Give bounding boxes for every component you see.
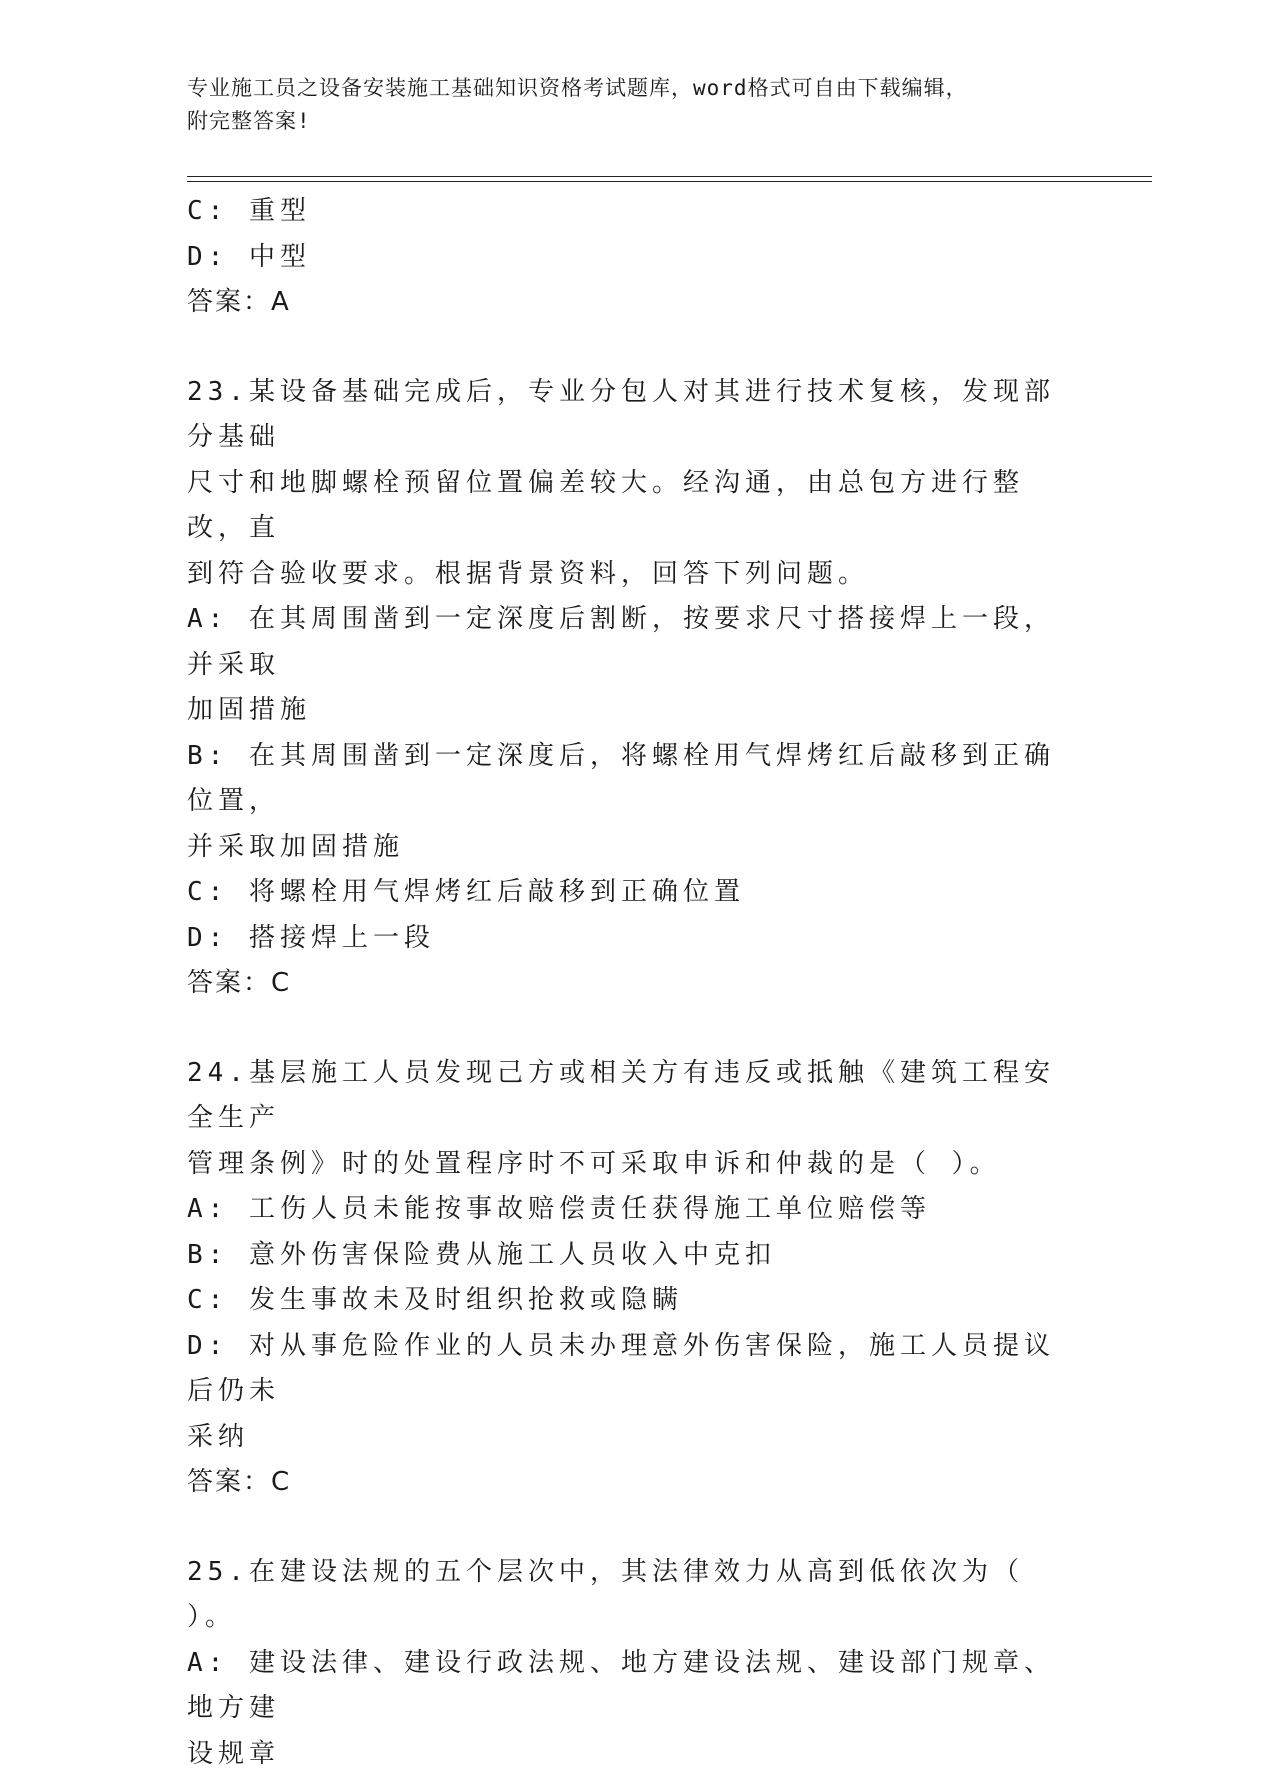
option-b: 并采取加固措施: [187, 825, 1077, 871]
document-body: [187, 189, 1077, 1777]
option-b: B: 在其周围凿到一定深度后，将螺栓用气焊烤红后敲移到正确位置，: [187, 734, 1077, 825]
option-d: D: 搭接焊上一段: [187, 916, 1077, 962]
option-d: D: 中型: [187, 235, 1077, 281]
question-stem: 23.某设备基础完成后，专业分包人对其进行技术复核，发现部分基础: [187, 370, 1077, 461]
option-a: A: 建设法律、建设行政法规、地方建设法规、建设部门规章、地方建: [187, 1641, 1077, 1732]
question-stem: 管理条例》时的处置程序时不可采取申诉和仲裁的是（ ）。: [187, 1142, 1077, 1188]
question-stem: 到符合验收要求。根据背景资料，回答下列问题。: [187, 552, 1077, 598]
question-25: [187, 1550, 1077, 1777]
spacer: [187, 326, 1077, 370]
option-b: B: 意外伤害保险费从施工人员收入中克扣: [187, 1233, 1077, 1279]
answer-line: 答案：A: [187, 280, 1077, 326]
option-d: D: 对从事危险作业的人员未办理意外伤害保险，施工人员提议后仍未: [187, 1324, 1077, 1415]
question-24: [187, 1051, 1077, 1506]
document-header: [187, 72, 1067, 138]
spacer: [187, 1007, 1077, 1051]
header-title-line-1: 专业施工员之设备安装施工基础知识资格考试题库，word格式可自由下载编辑，: [187, 72, 1067, 105]
header-divider-bottom: [187, 181, 1152, 182]
option-c: C: 重型: [187, 189, 1077, 235]
option-a: 加固措施: [187, 688, 1077, 734]
answer-line: 答案：C: [187, 1460, 1077, 1506]
option-a: 设规章: [187, 1732, 1077, 1777]
question-stem: 25.在建设法规的五个层次中，其法律效力从高到低依次为（ ）。: [187, 1550, 1077, 1641]
option-a: A: 工伤人员未能按事故赔偿责任获得施工单位赔偿等: [187, 1187, 1077, 1233]
question-stem: 24.基层施工人员发现己方或相关方有违反或抵触《建筑工程安全生产: [187, 1051, 1077, 1142]
answer-line: 答案：C: [187, 961, 1077, 1007]
question-22-tail: [187, 189, 1077, 326]
option-c: C: 将螺栓用气焊烤红后敲移到正确位置: [187, 870, 1077, 916]
question-stem: 尺寸和地脚螺栓预留位置偏差较大。经沟通，由总包方进行整改，直: [187, 461, 1077, 552]
spacer: [187, 1506, 1077, 1550]
header-divider-top: [187, 176, 1152, 177]
question-23: [187, 370, 1077, 1007]
option-d: 采纳: [187, 1415, 1077, 1461]
option-a: A: 在其周围凿到一定深度后割断，按要求尺寸搭接焊上一段，并采取: [187, 597, 1077, 688]
option-c: C: 发生事故未及时组织抢救或隐瞒: [187, 1278, 1077, 1324]
header-title-line-2: 附完整答案!: [187, 105, 1067, 138]
